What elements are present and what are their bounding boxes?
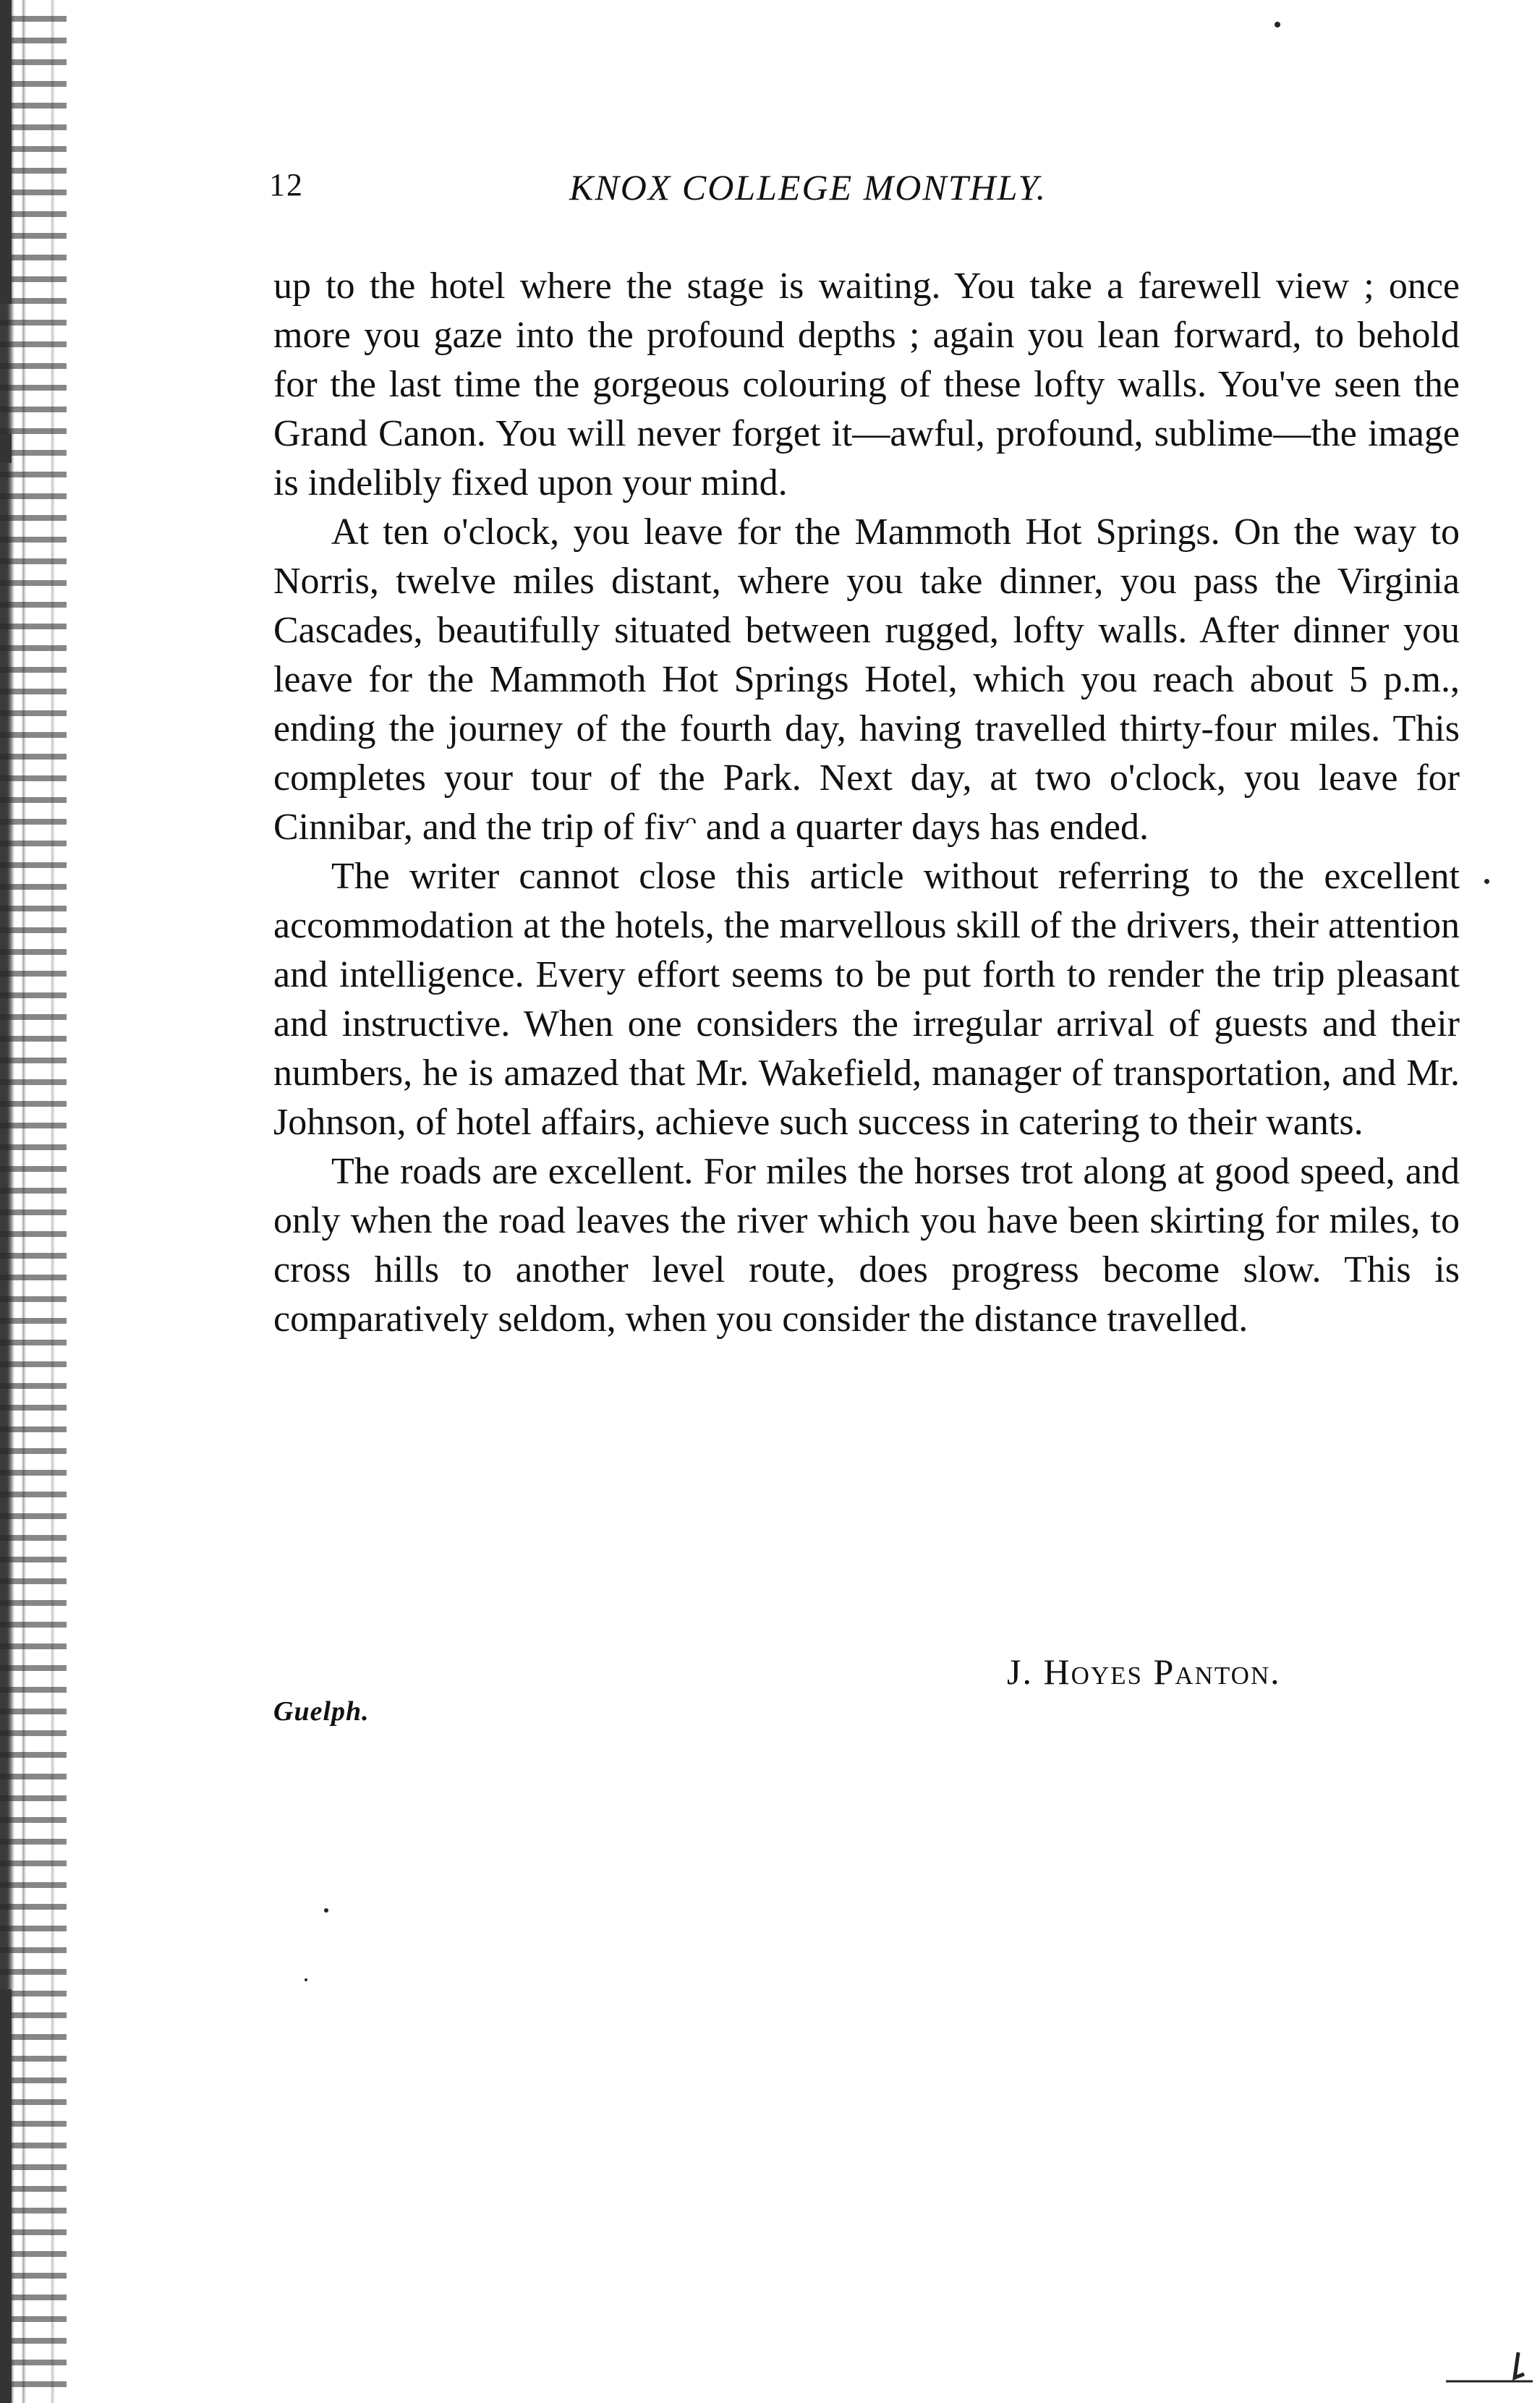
binding-edge [0, 0, 67, 2403]
author-signature [1007, 1651, 1281, 1693]
corner-mark [1446, 2338, 1533, 2389]
running-head: KNOX COLLEGE MONTHLY. [569, 167, 1047, 208]
ink-speck [1484, 879, 1489, 884]
author-initial: J. [1007, 1651, 1033, 1692]
place-line: Guelph. [273, 1696, 370, 1727]
paragraph: The writer cannot close this article without referring to the excellent accommodation at the hotels, the marvellous skill of the drivers, their attention and intelligence. Every effort seems to be put forth to render the trip pleasant and instructive. When one considers the irregular arrival of guests and their numbers, he is amazed that Mr. Wakefield, manager of transportation, and Mr. Johnson, of hotel affairs, achieve such success in catering to their wants. [273, 856, 1460, 1143]
ink-speck [1275, 22, 1280, 27]
ink-speck [305, 1978, 307, 1981]
paragraph: up to the hotel where the stage is waiting. You take a farewell view ; once more you gaze into the profound depths ; again you lean forward, to behold for the last time the gorgeous colouring of these lofty walls. You've seen the Grand Canon. You will never forget it—awful, profound, sublime—the image is indelibly fixed upon your mind. [273, 265, 1460, 503]
page-number: 12 [269, 167, 304, 203]
paragraph: At ten o'clock, you leave for the Mammoth Hot Springs. On the way to Norris, twelve miles distant, where you take dinner, you pass the Virginia Cascades, beautifully situated between rugged, lofty walls. After dinner you leave for the Mammoth Hot Springs Hotel, which you reach about 5 p.m., ending the journey of the fourth day, having travelled thirty-four miles. This completes your tour of the Park. Next day, at two o'clock, you leave for Cinnibar, and the trip of fiv⁠ᵔ and a quarter days has ended. [273, 511, 1460, 848]
author-name: Hoyes Panton. [1043, 1651, 1281, 1692]
article-body [273, 262, 1460, 1344]
ink-speck [324, 1908, 328, 1913]
page-header [269, 166, 1463, 217]
paragraph: The roads are excellent. For miles the horses trot along at good speed, and only when the road leaves the river which you have been skirting for miles, to cross hills to another level route, does progress become slow. This is comparatively seldom, when you consider the distance travelled. [273, 1151, 1460, 1340]
